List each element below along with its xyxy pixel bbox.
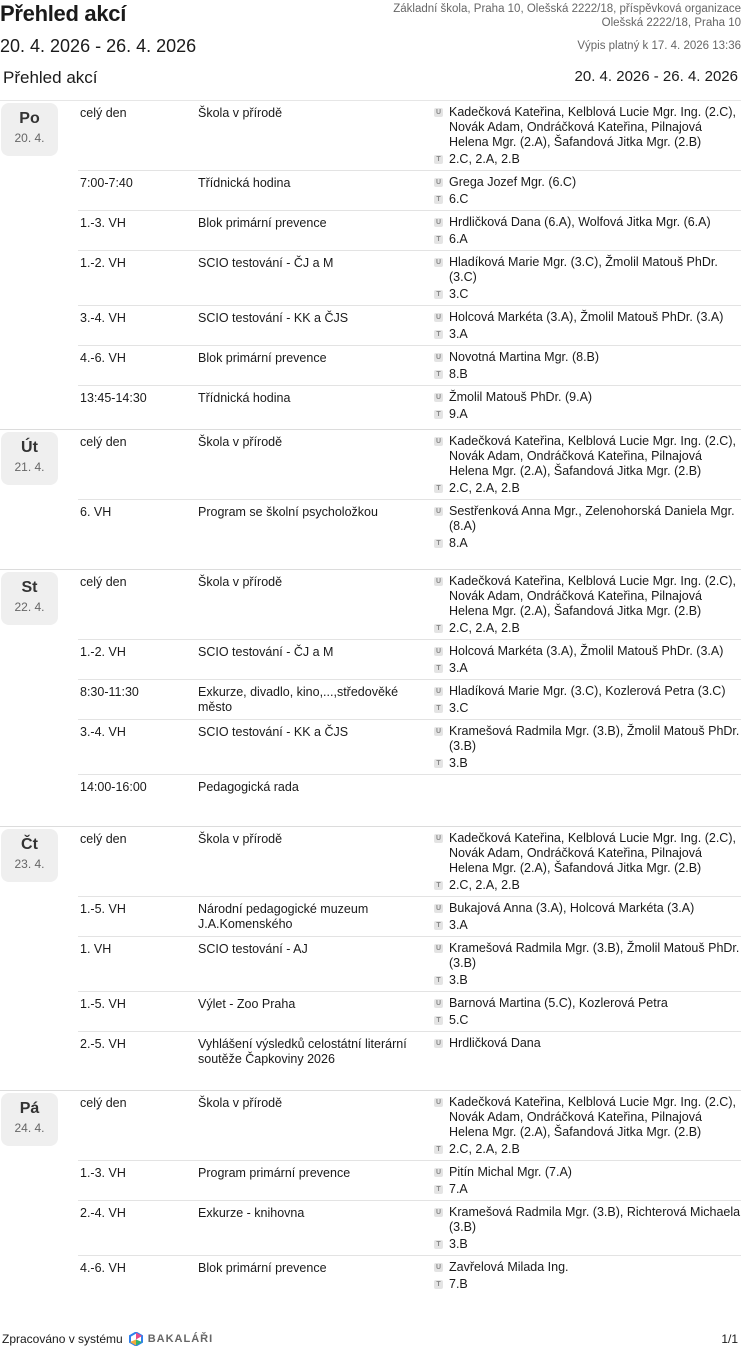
teachers-line	[434, 724, 741, 754]
event-classes: 2.C, 2.A, 2.B	[449, 481, 520, 495]
class-tag-icon: T	[434, 664, 443, 673]
event-name: SCIO testování - KK a ČJS	[198, 311, 349, 325]
class-tag-icon: T	[434, 921, 443, 930]
event-row	[78, 1200, 741, 1255]
event-teachers: Pitín Michal Mgr. (7.A)	[449, 1165, 572, 1179]
class-tag-icon: T	[434, 330, 443, 339]
event-name: Exkurze - knihovna	[198, 1206, 305, 1220]
day-abbr: Pá	[19, 1100, 40, 1117]
event-teachers: Kadečková Kateřina, Kelblová Lucie Mgr. Ing. (2.C), Novák Adam, Ondráčková Kateřina, Pilnajová Helena Mgr. (2.A), Šafandová Jitka Mgr. (2.B)	[449, 574, 736, 618]
class-tag-icon: T	[434, 484, 443, 493]
event-time: 1.-5. VH	[80, 902, 126, 916]
event-list	[78, 570, 741, 798]
event-row	[78, 639, 741, 679]
event-time: 3.-4. VH	[80, 311, 126, 325]
event-participants	[434, 434, 741, 496]
classes-line	[434, 621, 741, 636]
teachers-line	[434, 350, 741, 365]
event-teachers: Zavřelová Milada Ing.	[449, 1260, 569, 1274]
teachers-line	[434, 644, 741, 659]
event-row	[78, 385, 741, 425]
event-time: 1.-2. VH	[80, 645, 126, 659]
class-tag-icon: T	[434, 370, 443, 379]
class-tag-icon: T	[434, 290, 443, 299]
event-participants	[434, 175, 741, 207]
event-classes: 8.B	[449, 367, 468, 381]
classes-line	[434, 756, 741, 771]
event-teachers: Hrdličková Dana	[449, 1036, 541, 1050]
organization-name: Základní škola, Praha 10, Olešská 2222/18, příspěvková organizace	[393, 3, 741, 15]
class-tag-icon: T	[434, 235, 443, 244]
event-teachers: Kadečková Kateřina, Kelblová Lucie Mgr. Ing. (2.C), Novák Adam, Ondráčková Kateřina, Pilnajová Helena Mgr. (2.A), Šafandová Jitka Mgr. (2.B)	[449, 1095, 736, 1139]
teacher-tag-icon: U	[435, 835, 442, 842]
teachers-line	[434, 1165, 741, 1180]
event-classes: 2.C, 2.A, 2.B	[449, 621, 520, 635]
event-participants	[434, 574, 741, 636]
class-tag-icon: T	[434, 759, 443, 768]
teachers-line	[434, 831, 741, 876]
teacher-tag-icon: U	[435, 1099, 442, 1106]
classes-line	[434, 232, 741, 247]
event-row	[78, 936, 741, 991]
teachers-line	[434, 255, 741, 285]
teacher-tag-icon: U	[435, 1264, 442, 1271]
event-classes: 3.B	[449, 1237, 468, 1251]
event-participants	[434, 644, 741, 676]
bakalari-logo	[129, 1332, 213, 1346]
event-row	[78, 250, 741, 305]
day-badge	[1, 103, 58, 156]
class-tag-icon: T	[434, 195, 443, 204]
event-time: celý den	[80, 106, 127, 120]
day-date: 21. 4.	[14, 460, 45, 474]
event-name: Škola v přírodě	[198, 1096, 283, 1110]
day-abbr: St	[21, 579, 38, 596]
event-classes: 6.C	[449, 192, 469, 206]
event-time: 8:30-11:30	[80, 685, 139, 699]
event-participants	[434, 1205, 741, 1252]
event-classes: 6.A	[449, 232, 468, 246]
organization-address: Olešská 2222/18, Praha 10	[601, 17, 741, 29]
event-list	[78, 101, 741, 425]
class-tag-icon: T	[434, 1185, 443, 1194]
class-tag-icon: T	[434, 624, 443, 633]
page-count: 1/1	[721, 1332, 738, 1346]
classes-line	[434, 287, 741, 302]
event-name: Výlet - Zoo Praha	[198, 997, 296, 1011]
footer	[2, 1332, 213, 1346]
class-tag-icon: T	[434, 881, 443, 890]
event-participants	[434, 724, 741, 771]
event-name: Blok primární prevence	[198, 351, 327, 365]
event-name: Škola v přírodě	[198, 435, 283, 449]
event-time: 14:00-16:00	[80, 780, 147, 794]
day-block	[0, 1090, 741, 1305]
event-participants	[434, 1260, 741, 1292]
event-classes: 3.A	[449, 661, 468, 675]
teacher-tag-icon: U	[435, 259, 442, 266]
event-participants	[434, 996, 741, 1028]
classes-line	[434, 878, 741, 893]
event-name: Škola v přírodě	[198, 106, 283, 120]
event-teachers: Holcová Markéta (3.A), Žmolil Matouš PhDr. (3.A)	[449, 310, 724, 324]
teacher-tag-icon: U	[435, 688, 442, 695]
teacher-tag-icon: U	[435, 578, 442, 585]
day-date: 24. 4.	[14, 1121, 45, 1135]
event-list	[78, 430, 741, 554]
event-teachers: Barnová Martina (5.C), Kozlerová Petra	[449, 996, 668, 1010]
classes-line	[434, 152, 741, 167]
teacher-tag-icon: U	[435, 314, 442, 321]
event-teachers: Kramešová Radmila Mgr. (3.B), Žmolil Matouš PhDr. (3.B)	[449, 724, 740, 753]
event-row	[78, 991, 741, 1031]
event-participants	[434, 105, 741, 167]
classes-line	[434, 1182, 741, 1197]
class-tag-icon: T	[434, 976, 443, 985]
classes-line	[434, 536, 741, 551]
event-participants	[434, 215, 741, 247]
event-classes: 7.B	[449, 1277, 468, 1291]
event-teachers: Bukajová Anna (3.A), Holcová Markéta (3.A)	[449, 901, 695, 915]
event-row	[78, 570, 741, 639]
event-time: 3.-4. VH	[80, 725, 126, 739]
event-time: 6. VH	[80, 505, 112, 519]
classes-line	[434, 1277, 741, 1292]
event-classes: 3.A	[449, 918, 468, 932]
event-participants	[434, 901, 741, 933]
event-name: Škola v přírodě	[198, 832, 283, 846]
day-badge	[1, 1093, 58, 1146]
bakalari-logo-icon	[129, 1332, 143, 1346]
event-name: Třídnická hodina	[198, 176, 291, 190]
teacher-tag-icon: U	[435, 1209, 442, 1216]
event-participants	[434, 310, 741, 342]
day-badge	[1, 432, 58, 485]
teacher-tag-icon: U	[435, 438, 442, 445]
event-classes: 3.C	[449, 701, 469, 715]
day-date: 23. 4.	[14, 857, 45, 871]
event-classes: 2.C, 2.A, 2.B	[449, 878, 520, 892]
event-time: 2.-5. VH	[80, 1037, 126, 1051]
event-classes: 7.A	[449, 1182, 468, 1196]
day-block	[0, 826, 741, 1090]
event-name: Blok primární prevence	[198, 216, 327, 230]
organization-info	[393, 2, 741, 30]
event-time: celý den	[80, 435, 127, 449]
event-time: 4.-6. VH	[80, 351, 126, 365]
teachers-line	[434, 1095, 741, 1140]
event-row	[78, 345, 741, 385]
event-row	[78, 499, 741, 554]
event-participants	[434, 779, 741, 795]
event-time: 7:00-7:40	[80, 176, 133, 190]
event-name: SCIO testování - ČJ a M	[198, 645, 334, 659]
classes-line	[434, 407, 741, 422]
event-participants	[434, 1165, 741, 1197]
days-list	[0, 100, 741, 1305]
teacher-tag-icon: U	[435, 945, 442, 952]
teachers-line	[434, 105, 741, 150]
day-abbr: Út	[21, 439, 38, 456]
event-name: Národní pedagogické muzeum J.A.Komenského	[198, 902, 369, 931]
classes-line	[434, 367, 741, 382]
event-name: SCIO testování - AJ	[198, 942, 308, 956]
event-time: celý den	[80, 575, 127, 589]
event-classes: 3.B	[449, 973, 468, 987]
classes-line	[434, 918, 741, 933]
event-participants	[434, 684, 741, 716]
event-time: 1.-3. VH	[80, 216, 126, 230]
teacher-tag-icon: U	[435, 508, 442, 515]
teachers-line	[434, 996, 741, 1011]
event-classes: 3.B	[449, 756, 468, 770]
subheader	[0, 68, 741, 90]
event-row	[78, 1091, 741, 1160]
event-classes: 3.A	[449, 327, 468, 341]
day-badge	[1, 572, 58, 625]
event-teachers: Kadečková Kateřina, Kelblová Lucie Mgr. Ing. (2.C), Novák Adam, Ondráčková Kateřina, Pilnajová Helena Mgr. (2.A), Šafandová Jitka Mgr. (2.B)	[449, 434, 736, 478]
event-name: Třídnická hodina	[198, 391, 291, 405]
classes-line	[434, 1013, 741, 1028]
event-name: SCIO testování - ČJ a M	[198, 256, 334, 270]
event-teachers: Kadečková Kateřina, Kelblová Lucie Mgr. Ing. (2.C), Novák Adam, Ondráčková Kateřina, Pilnajová Helena Mgr. (2.A), Šafandová Jitka Mgr. (2.B)	[449, 831, 736, 875]
event-row	[78, 305, 741, 345]
class-tag-icon: T	[434, 539, 443, 548]
event-row	[78, 679, 741, 719]
class-tag-icon: T	[434, 1280, 443, 1289]
classes-line	[434, 973, 741, 988]
event-classes: 9.A	[449, 407, 468, 421]
footer-processed-text: Zpracováno v systému	[2, 1332, 123, 1346]
event-row	[78, 101, 741, 170]
event-name: Program primární prevence	[198, 1166, 351, 1180]
event-classes: 5.C	[449, 1013, 469, 1027]
teachers-line	[434, 175, 741, 190]
event-time: 1.-3. VH	[80, 1166, 126, 1180]
event-teachers: Grega Jozef Mgr. (6.C)	[449, 175, 577, 189]
teacher-tag-icon: U	[435, 179, 442, 186]
subheader-range: 20. 4. 2026 - 26. 4. 2026	[574, 68, 738, 85]
event-teachers: Kramešová Radmila Mgr. (3.B), Richterová Michaela (3.B)	[449, 1205, 741, 1234]
event-time: celý den	[80, 832, 127, 846]
event-row	[78, 1255, 741, 1295]
event-row	[78, 774, 741, 798]
day-block	[0, 569, 741, 826]
event-time: 1.-5. VH	[80, 997, 126, 1011]
event-row	[78, 896, 741, 936]
classes-line	[434, 481, 741, 496]
class-tag-icon: T	[434, 704, 443, 713]
validity-timestamp: Výpis platný k 17. 4. 2026 13:36	[577, 40, 741, 52]
event-time: 1. VH	[80, 942, 112, 956]
class-tag-icon: T	[434, 1145, 443, 1154]
day-block	[0, 429, 741, 569]
event-participants	[434, 941, 741, 988]
event-classes: 2.C, 2.A, 2.B	[449, 152, 520, 166]
event-participants	[434, 504, 741, 551]
event-classes: 3.C	[449, 287, 469, 301]
event-teachers: Kadečková Kateřina, Kelblová Lucie Mgr. Ing. (2.C), Novák Adam, Ondráčková Kateřina, Pilnajová Helena Mgr. (2.A), Šafandová Jitka Mgr. (2.B)	[449, 105, 736, 149]
bakalari-logo-text: BAKALÁŘI	[147, 1333, 214, 1345]
class-tag-icon: T	[434, 1240, 443, 1249]
day-abbr: Po	[19, 110, 40, 127]
teachers-line	[434, 215, 741, 230]
event-time: 4.-6. VH	[80, 1261, 126, 1275]
event-participants	[434, 255, 741, 302]
event-name: Pedagogická rada	[198, 780, 299, 794]
day-abbr: Čt	[21, 836, 38, 853]
event-teachers: Hladíková Marie Mgr. (3.C), Kozlerová Petra (3.C)	[449, 684, 726, 698]
teachers-line	[434, 1036, 741, 1051]
event-time: celý den	[80, 1096, 127, 1110]
classes-line	[434, 701, 741, 716]
event-name: Exkurze, divadlo, kino,...,středověké město	[198, 685, 399, 714]
teachers-line	[434, 390, 741, 405]
event-teachers: Hladíková Marie Mgr. (3.C), Žmolil Matouš PhDr. (3.C)	[449, 255, 718, 284]
teacher-tag-icon: U	[435, 905, 442, 912]
subheader-title: Přehled akcí	[3, 68, 98, 87]
teachers-line	[434, 574, 741, 619]
teacher-tag-icon: U	[435, 109, 442, 116]
day-date: 20. 4.	[14, 131, 45, 145]
event-row	[78, 827, 741, 896]
teachers-line	[434, 434, 741, 479]
class-tag-icon: T	[434, 1016, 443, 1025]
event-name: Blok primární prevence	[198, 1261, 327, 1275]
event-row	[78, 210, 741, 250]
event-name: SCIO testování - KK a ČJS	[198, 725, 349, 739]
event-name: Program se školní psycholožkou	[198, 505, 378, 519]
event-participants	[434, 1095, 741, 1157]
event-teachers: Novotná Martina Mgr. (8.B)	[449, 350, 600, 364]
teachers-line	[434, 1260, 741, 1275]
class-tag-icon: T	[434, 410, 443, 419]
teacher-tag-icon: U	[435, 648, 442, 655]
teacher-tag-icon: U	[435, 1040, 442, 1047]
date-range: 20. 4. 2026 - 26. 4. 2026	[0, 36, 197, 56]
teacher-tag-icon: U	[435, 354, 442, 361]
event-teachers: Žmolil Matouš PhDr. (9.A)	[449, 390, 593, 404]
event-participants	[434, 1036, 741, 1067]
event-classes: 8.A	[449, 536, 468, 550]
event-teachers: Hrdličková Dana (6.A), Wolfová Jitka Mgr. (6.A)	[449, 215, 711, 229]
event-teachers: Kramešová Radmila Mgr. (3.B), Žmolil Matouš PhDr. (3.B)	[449, 941, 740, 970]
event-time: 2.-4. VH	[80, 1206, 126, 1220]
event-list	[78, 1091, 741, 1295]
day-date: 22. 4.	[14, 600, 45, 614]
teachers-line	[434, 504, 741, 534]
teachers-line	[434, 684, 741, 699]
event-participants	[434, 831, 741, 893]
classes-line	[434, 327, 741, 342]
classes-line	[434, 1237, 741, 1252]
teacher-tag-icon: U	[435, 219, 442, 226]
day-badge	[1, 829, 58, 882]
event-participants	[434, 390, 741, 422]
event-row	[78, 430, 741, 499]
event-row	[78, 170, 741, 210]
teacher-tag-icon: U	[435, 728, 442, 735]
teachers-line	[434, 941, 741, 971]
teachers-line	[434, 901, 741, 916]
event-time: 1.-2. VH	[80, 256, 126, 270]
event-list	[78, 827, 741, 1070]
class-tag-icon: T	[434, 155, 443, 164]
classes-line	[434, 1142, 741, 1157]
event-participants	[434, 350, 741, 382]
event-row	[78, 719, 741, 774]
teachers-line	[434, 310, 741, 325]
teacher-tag-icon: U	[435, 394, 442, 401]
page-title: Přehled akcí	[0, 1, 127, 26]
event-time: 13:45-14:30	[80, 391, 147, 405]
classes-line	[434, 192, 741, 207]
event-name: Vyhlášení výsledků celostátní literární soutěže Čapkoviny 2026	[198, 1037, 407, 1066]
teacher-tag-icon: U	[435, 1169, 442, 1176]
day-block	[0, 100, 741, 429]
event-row	[78, 1160, 741, 1200]
event-teachers: Holcová Markéta (3.A), Žmolil Matouš PhDr. (3.A)	[449, 644, 724, 658]
classes-line	[434, 661, 741, 676]
event-row	[78, 1031, 741, 1070]
event-name: Škola v přírodě	[198, 575, 283, 589]
teachers-line	[434, 1205, 741, 1235]
event-teachers: Sestřenková Anna Mgr., Zelenohorská Daniela Mgr. (8.A)	[449, 504, 735, 533]
event-classes: 2.C, 2.A, 2.B	[449, 1142, 520, 1156]
teacher-tag-icon: U	[435, 1000, 442, 1007]
